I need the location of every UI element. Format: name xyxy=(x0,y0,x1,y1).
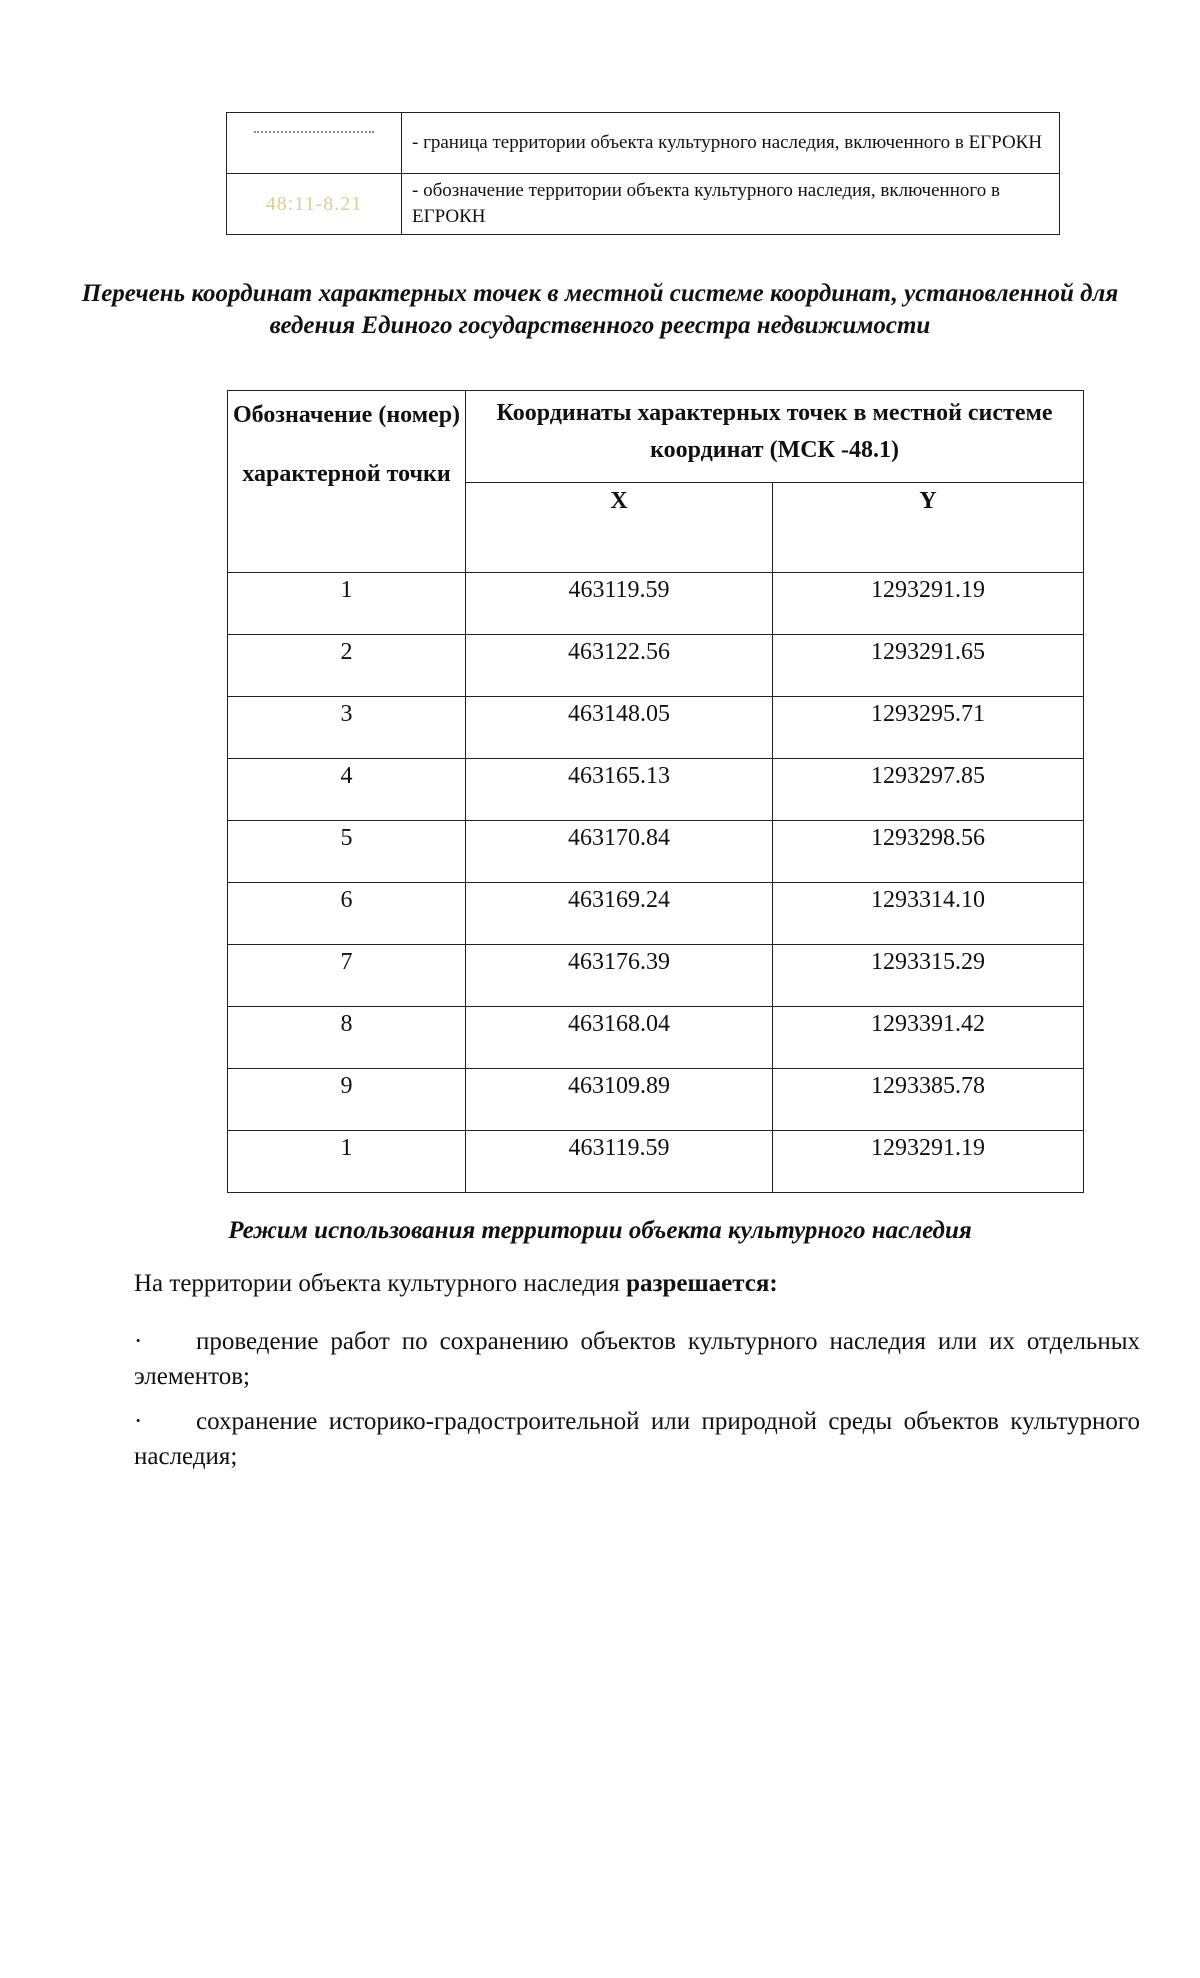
point-number-cell: 3 xyxy=(228,697,466,759)
x-coordinate-cell: 463165.13 xyxy=(466,759,773,821)
point-number-cell: 8 xyxy=(228,1007,466,1069)
table-row xyxy=(228,697,1084,759)
intro-bold-text: разрешается: xyxy=(626,1270,778,1297)
y-coordinate-cell: 1293385.78 xyxy=(773,1069,1084,1131)
x-coordinate-cell: 463119.59 xyxy=(466,573,773,635)
x-coordinate-cell: 463170.84 xyxy=(466,821,773,883)
dotted-boundary-line-icon xyxy=(254,131,374,133)
bullet-marker: · xyxy=(134,1328,143,1355)
x-coordinate-cell: 463148.05 xyxy=(466,697,773,759)
legend-row xyxy=(227,113,1060,174)
header-designation-line2: характерной точки xyxy=(242,461,451,487)
point-number-cell: 9 xyxy=(228,1069,466,1131)
x-coordinate-cell: 463109.89 xyxy=(466,1069,773,1131)
y-coordinate-cell: 1293314.10 xyxy=(773,883,1084,945)
coordinates-body xyxy=(228,573,1084,1193)
bullet-text: сохранение историко-градостроительной или природной среды объектов культурного наследия; xyxy=(134,1408,1140,1470)
bullet-item xyxy=(134,1324,1140,1394)
x-coordinate-cell: 463168.04 xyxy=(466,1007,773,1069)
point-number-cell: 4 xyxy=(228,759,466,821)
y-coordinate-cell: 1293291.65 xyxy=(773,635,1084,697)
x-coordinate-cell: 463122.56 xyxy=(466,635,773,697)
x-header: X xyxy=(466,483,773,573)
table-row xyxy=(228,635,1084,697)
legend-table xyxy=(226,112,1060,235)
legend-text: - граница территории объекта культурного наследия, включенного в ЕГРОКН xyxy=(402,113,1060,174)
table-row xyxy=(228,1069,1084,1131)
y-coordinate-cell: 1293295.71 xyxy=(773,697,1084,759)
legend-symbol-code xyxy=(227,174,402,235)
table-row xyxy=(228,883,1084,945)
intro-text: На территории объекта культурного наследия xyxy=(134,1270,627,1297)
legend-text: - обозначение территории объекта культурного наследия, включенного в ЕГРОКН xyxy=(402,174,1060,235)
y-coordinate-cell: 1293291.19 xyxy=(773,573,1084,635)
point-number-cell: 1 xyxy=(228,1131,466,1193)
y-coordinate-cell: 1293315.29 xyxy=(773,945,1084,1007)
legend-row xyxy=(227,174,1060,235)
table-row xyxy=(228,945,1084,1007)
intro-paragraph xyxy=(134,1266,1140,1301)
coordinates-header: Координаты характерных точек в местной системе координат (МСК -48.1) xyxy=(466,391,1084,483)
point-number-cell: 5 xyxy=(228,821,466,883)
bullet-marker: · xyxy=(134,1408,143,1435)
y-coordinate-cell: 1293298.56 xyxy=(773,821,1084,883)
point-number-cell: 1 xyxy=(228,573,466,635)
y-header: Y xyxy=(773,483,1084,573)
coordinates-table xyxy=(227,390,1084,1193)
x-coordinate-cell: 463176.39 xyxy=(466,945,773,1007)
table-row xyxy=(228,1007,1084,1069)
point-number-cell: 6 xyxy=(228,883,466,945)
bullet-text: проведение работ по сохранению объектов культурного наследия или их отдельных элементов; xyxy=(134,1328,1140,1390)
table-row xyxy=(228,759,1084,821)
table-row xyxy=(228,821,1084,883)
header-designation-line1: Обозначение (номер) xyxy=(232,402,461,428)
regime-section-title: Режим использования территории объекта культурного наследия xyxy=(228,1217,972,1244)
table-row xyxy=(228,573,1084,635)
table-header-row xyxy=(228,391,1084,483)
territory-code-label: 48:11-8.21 xyxy=(265,192,363,215)
y-coordinate-cell: 1293291.19 xyxy=(773,1131,1084,1193)
legend-symbol-boundary xyxy=(227,113,402,174)
x-coordinate-cell: 463169.24 xyxy=(466,883,773,945)
y-coordinate-cell: 1293391.42 xyxy=(773,1007,1084,1069)
x-coordinate-cell: 463119.59 xyxy=(466,1131,773,1193)
point-designation-header xyxy=(228,391,466,573)
point-number-cell: 7 xyxy=(228,945,466,1007)
table-row xyxy=(228,1131,1084,1193)
bullet-item xyxy=(134,1404,1140,1474)
point-number-cell: 2 xyxy=(228,635,466,697)
y-coordinate-cell: 1293297.85 xyxy=(773,759,1084,821)
coords-section-title: Перечень координат характерных точек в местной системе координат, установленной для ведения Единого государственного реестра недвижимости xyxy=(81,280,1119,339)
